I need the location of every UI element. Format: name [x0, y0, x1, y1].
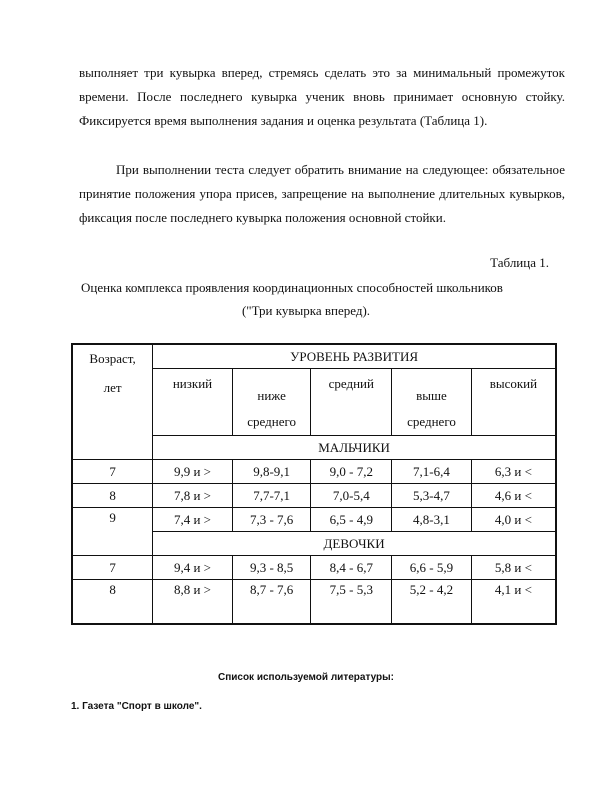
value-cell: 7,1-6,4 [392, 460, 472, 484]
value-cell: 5,3-4,7 [392, 484, 472, 508]
value-cell: 9,4 и > [153, 556, 233, 580]
boys-label: МАЛЬЧИКИ [153, 436, 556, 460]
age-header-line2: лет [103, 380, 122, 395]
value-cell: 7,0-5,4 [311, 484, 392, 508]
table-row [72, 484, 556, 508]
value-cell: 7,8 и > [153, 484, 233, 508]
table-subtitle: ("Три кувырка вперед). [241, 303, 371, 318]
value-cell: 8,4 - 6,7 [311, 556, 392, 580]
references-title: Список используемой литературы: [217, 672, 395, 683]
table-header-row [72, 344, 556, 369]
value-cell: 5,8 и < [471, 556, 556, 580]
table-row [72, 580, 556, 625]
girls-label: ДЕВОЧКИ [153, 532, 556, 556]
value-cell: 6,5 - 4,9 [311, 508, 392, 532]
level-below-average: ниже среднего [232, 369, 311, 436]
age-cell: 7 [72, 556, 153, 580]
value-cell: 4,6 и < [471, 484, 556, 508]
level-low: низкий [153, 369, 233, 436]
table-row [72, 508, 556, 532]
value-cell: 9,9 и > [153, 460, 233, 484]
age-header-line1: Возраст, [89, 351, 136, 366]
value-cell: 9,3 - 8,5 [232, 556, 311, 580]
age-cell: 7 [72, 460, 153, 484]
value-cell: 4,8-3,1 [392, 508, 472, 532]
age-cell: 8 [72, 484, 153, 508]
level-average: средний [311, 369, 392, 436]
value-cell: 5,2 - 4,2 [392, 580, 472, 625]
value-cell: 4,1 и < [471, 580, 556, 625]
level-header: УРОВЕНЬ РАЗВИТИЯ [153, 344, 556, 369]
table-caption: Таблица 1. [490, 255, 549, 270]
value-cell: 9,0 - 7,2 [311, 460, 392, 484]
age-header [72, 344, 153, 460]
paragraph-2: При выполнении теста следует обратить внимание на следующее: обязательное принятие положения упора присев, запрещение на выполнение длительных кувырков, фиксация после последнего кувырка положения основной стойки. [79, 162, 565, 226]
table-row [72, 556, 556, 580]
value-cell: 4,0 и < [471, 508, 556, 532]
grade-table [71, 343, 557, 625]
value-cell: 8,8 и > [153, 580, 233, 625]
value-cell: 7,7-7,1 [232, 484, 311, 508]
reference-item: 1. Газета "Спорт в школе". [71, 701, 202, 712]
level-high: высокий [471, 369, 556, 436]
value-cell: 7,3 - 7,6 [232, 508, 311, 532]
table-row [72, 460, 556, 484]
level-above-average: выше среднего [392, 369, 472, 436]
value-cell: 8,7 - 7,6 [232, 580, 311, 625]
value-cell: 9,8-9,1 [232, 460, 311, 484]
paragraph-1: выполняет три кувырка вперед, стремясь сделать это за минимальный промежуток времени. После последнего кувырка ученик вновь принимает основную стойку. Фиксируется время выполнения задания и оценка результата (Таблица 1). [79, 65, 565, 129]
age-cell: 9 [72, 508, 153, 556]
value-cell: 7,4 и > [153, 508, 233, 532]
value-cell: 6,6 - 5,9 [392, 556, 472, 580]
age-cell: 8 [72, 580, 153, 625]
table-title: Оценка комплекса проявления координационных способностей школьников [81, 280, 503, 295]
value-cell: 6,3 и < [471, 460, 556, 484]
value-cell: 7,5 - 5,3 [311, 580, 392, 625]
